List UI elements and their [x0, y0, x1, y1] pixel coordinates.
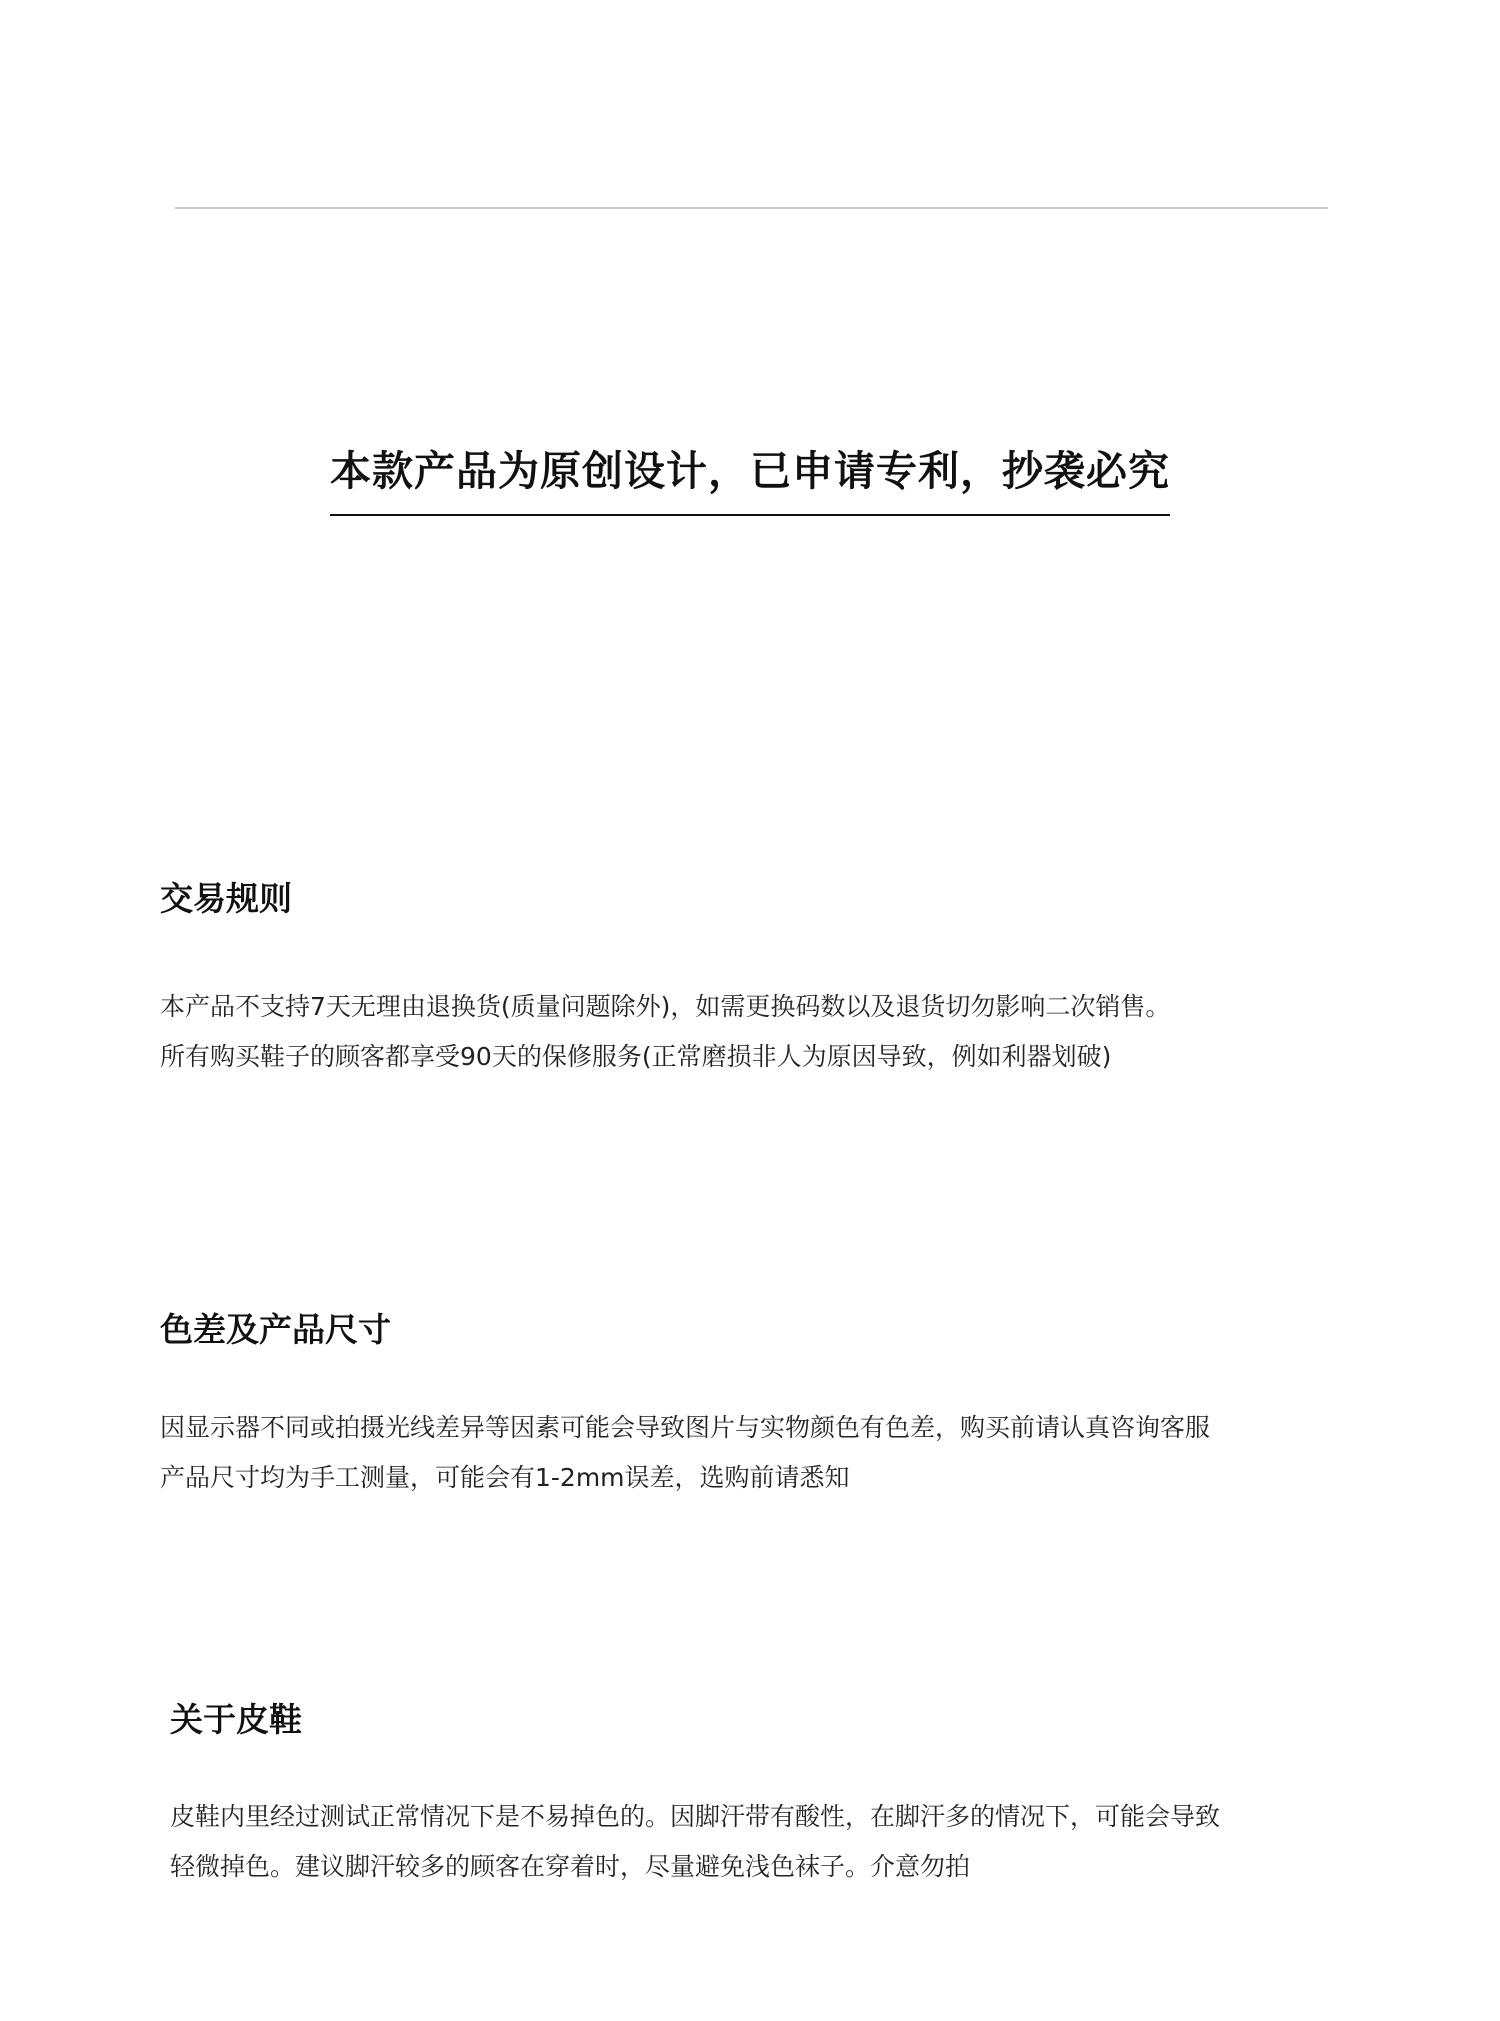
paragraph-line: 本产品不支持7天无理由退换货(质量问题除外)，如需更换码数以及退货切勿影响二次销售。: [160, 992, 1171, 1021]
paragraph-line: 皮鞋内里经过测试正常情况下是不易掉色的。因脚汗带有酸性，在脚汗多的情况下，可能会导致: [170, 1802, 1221, 1831]
section-body-trade-rules: [160, 982, 1360, 1082]
copyright-notice-title: 本款产品为原创设计，已申请专利，抄袭必究: [330, 440, 1170, 516]
section-body-about-leather-shoes: [170, 1792, 1370, 1892]
section-trade-rules: [160, 875, 1360, 1071]
top-divider: [175, 207, 1328, 209]
copyright-notice: [0, 440, 1500, 516]
section-heading-color-and-size: 色差及产品尺寸: [160, 1310, 391, 1349]
paragraph-line: 所有购买鞋子的顾客都享受90天的保修服务(正常磨损非人为原因导致，例如利器划破): [160, 1042, 1112, 1071]
section-color-and-size: [160, 1306, 1360, 1492]
section-about-leather-shoes: [170, 1696, 1370, 1881]
section-heading-trade-rules: 交易规则: [160, 879, 292, 918]
section-heading-about-leather-shoes: 关于皮鞋: [170, 1700, 302, 1739]
paragraph-line: 因显示器不同或拍摄光线差异等因素可能会导致图片与实物颜色有色差，购买前请认真咨询客服: [160, 1413, 1211, 1442]
section-body-color-and-size: [160, 1403, 1360, 1503]
paragraph-line: 产品尺寸均为手工测量，可能会有1-2mm误差，选购前请悉知: [160, 1463, 850, 1492]
paragraph-line: 轻微掉色。建议脚汗较多的顾客在穿着时，尽量避免浅色袜子。介意勿拍: [170, 1852, 971, 1881]
